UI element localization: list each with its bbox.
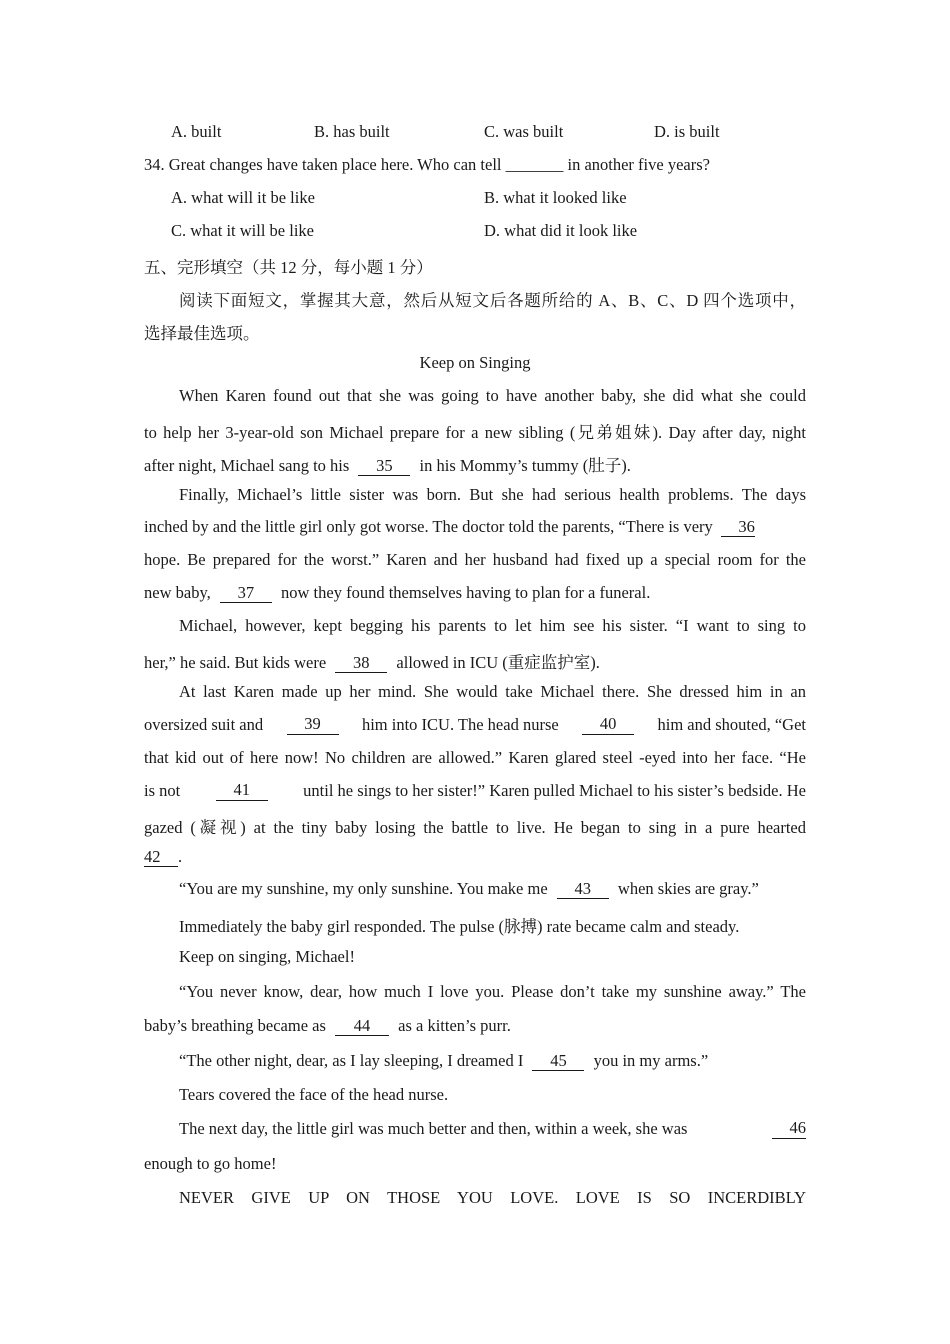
q33-option-a: A. built	[171, 122, 222, 141]
passage-line: baby’s breathing became as 44 as a kitten’s purr.	[144, 1016, 511, 1035]
blank-35: 35	[358, 457, 410, 476]
passage-title: Keep on Singing	[419, 353, 531, 372]
passage-line: is not 41 until he sings to her sister!” Karen pulled Michael to his sister’s bedside. He	[144, 780, 806, 800]
passage-line: “You never know, dear, how much I love you. Please don’t take my sunshine away.” The	[179, 982, 806, 1001]
passage-line: Tears covered the face of the head nurse.	[179, 1085, 449, 1104]
q34-option-d: D. what did it look like	[484, 221, 638, 240]
passage-line: Immediately the baby girl responded. The pulse (脉搏) rate became calm and steady.	[179, 917, 740, 936]
section-heading: 五、完形填空（共 12 分，每小题 1 分）	[144, 258, 433, 277]
blank-38: 38	[335, 654, 387, 673]
passage-line: gazed (凝视) at the tiny baby losing the battle to live. He began to sing in a pure hearted	[144, 818, 806, 837]
passage-line: inched by and the little girl only got worse. The doctor told the parents, “There is very 36	[144, 517, 755, 536]
passage-line: “The other night, dear, as I lay sleeping, I dreamed I 45 you in my arms.”	[179, 1051, 709, 1070]
passage-line: to help her 3-year-old son Michael prepare for a new sibling (兄弟姐妹). Day after day, night	[144, 423, 806, 442]
q33-option-d: D. is built	[654, 122, 720, 141]
blank-40: 40	[582, 715, 634, 735]
q33-option-c: C. was built	[484, 122, 564, 141]
passage-line: new baby, 37 now they found themselves having to plan for a funeral.	[144, 583, 651, 602]
passage-line: enough to go home!	[144, 1154, 277, 1173]
passage-line: Keep on singing, Michael!	[179, 947, 355, 966]
blank-36: 36	[721, 518, 755, 537]
blank-43: 43	[557, 880, 609, 899]
passage-line: after night, Michael sang to his 35 in his Mommy’s tummy (肚子).	[144, 456, 631, 475]
passage-line: her,” he said. But kids were 38 allowed in ICU (重症监护室).	[144, 653, 600, 672]
q34-option-a: A. what will it be like	[171, 188, 315, 207]
passage-line: At last Karen made up her mind. She would take Michael there. She dressed him in an	[179, 682, 806, 701]
passage-line: “You are my sunshine, my only sunshine. You make me 43 when skies are gray.”	[179, 879, 759, 898]
blank-37: 37	[220, 584, 272, 603]
passage-line: When Karen found out that she was going to have another baby, she did what she could	[179, 386, 806, 405]
q34-stem: 34. Great changes have taken place here. Who can tell _______ in another five years?	[144, 155, 710, 174]
passage-line: oversized suit and 39 him into ICU. The head nurse 40 him and shouted, “Get	[144, 714, 806, 734]
blank-44: 44	[335, 1017, 389, 1036]
blank-39: 39	[287, 715, 339, 735]
passage-line: NEVER GIVE UP ON THOSE YOU LOVE. LOVE IS SO INCERDIBLY	[179, 1188, 806, 1207]
passage-line: hope. Be prepared for the worst.” Karen and her husband had fixed up a special room for the	[144, 550, 806, 569]
passage-line: that kid out of here now! No children are allowed.” Karen glared steel -eyed into her face. “He	[144, 748, 806, 767]
passage-line: Finally, Michael’s little sister was born. But she had serious health problems. The days	[179, 485, 806, 504]
q34-option-c: C. what it will be like	[171, 221, 314, 240]
q34-option-b: B. what it looked like	[484, 188, 627, 207]
blank-41: 41	[216, 781, 268, 801]
blank-42: 42	[144, 848, 178, 867]
passage-line: 42 .	[144, 847, 183, 866]
blank-46: 46	[772, 1119, 806, 1139]
blank-45: 45	[532, 1052, 584, 1071]
section-instruction-line2: 选择最佳选项。	[144, 324, 260, 343]
q33-option-b: B. has built	[314, 122, 390, 141]
passage-line: The next day, the little girl was much better and then, within a week, she was 46	[179, 1118, 806, 1138]
section-instruction-line1: 阅读下面短文，掌握其大意，然后从短文后各题所给的 A、B、C、D 四个选项中，	[179, 291, 806, 310]
passage-line: Michael, however, kept begging his parents to let him see his sister. “I want to sing to	[179, 616, 806, 635]
